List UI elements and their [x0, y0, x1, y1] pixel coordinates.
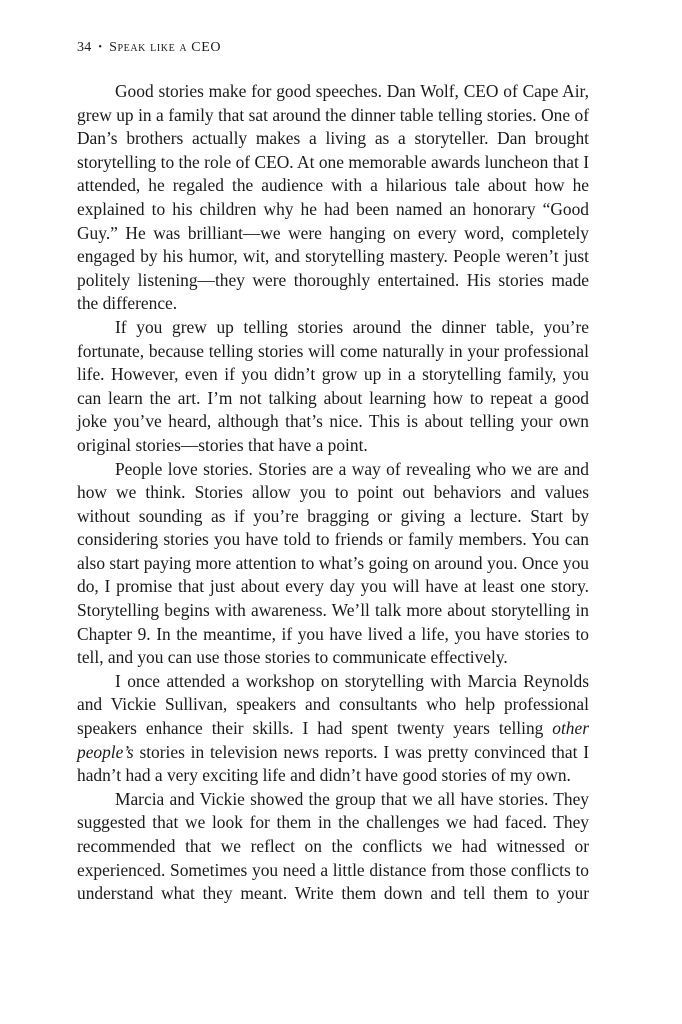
body-text: [77, 80, 589, 906]
italic-text: other people’s: [77, 718, 589, 762]
paragraph: [77, 788, 589, 906]
header-separator: •: [98, 42, 103, 53]
paragraph: [77, 80, 589, 316]
paragraph-text: stories in television news reports. I was pretty convinced that I hadn’t had a very exciting life and didn’t have good stories of my own.: [77, 741, 589, 786]
paragraph: [77, 458, 589, 670]
paragraph-text: Good stories make for good speeches. Dan Wolf, CEO of Cape Air, grew up in a family that sat around the dinner table telling stories. One of Dan’s brothers actually makes a living as a storyteller. Dan brought storytelling to the role of CEO. At one memorable awards luncheon that I attended, he regaled the audience with a hilarious tale about how he explained to his children why he had been named an honorary “Good Guy.” He was brilliant—we were hanging on every word, completely engaged by his humor, wit, and storytelling mastery. People weren’t just politely listening—they were thoroughly entertained. His stories made the difference.: [77, 81, 589, 314]
paragraph-text: If you grew up telling stories around the dinner table, you’re fortunate, because telling stories will come naturally in your professional life. However, even if you didn’t grow up in a storytelling family, you can learn the art. I’m not talking about learning how to repeat a good joke you’ve heard, although that’s nice. This is about telling your own original stories—stories that have a point.: [77, 316, 589, 455]
paragraph-text: Marcia and Vickie showed the group that we all have stories. They suggested that we look for them in the challenges we had faced. They recommended that we reflect on the conflicts we had witnessed or experienced. Sometimes you need a little distance from those conflicts to understand what they meant. Write them down and tell them to your: [77, 788, 589, 904]
running-title: Speak like a CEO: [109, 40, 222, 55]
running-header: [77, 40, 221, 56]
paragraph-text: I once attended a workshop on storytelling with Marcia Reynolds and Vickie Sullivan, speakers and consultants who help professional speakers enhance their skills. I had spent twenty years telling: [77, 670, 589, 739]
paragraph-text: People love stories. Stories are a way of revealing who we are and how we think. Stories allow you to point out behaviors and values without sounding as if you’re bragging or giving a lecture. Start by considering stories you have told to friends or family members. You can also start paying more attention to what’s going on around you. Once you do, I promise that just about every day you will have at least one story. Storytelling begins with awareness. We’ll talk more about storytelling in Chapter 9. In the meantime, if you have lived a life, you have stories to tell, and you can use those stories to communicate effectively.: [77, 458, 589, 668]
page-number: 34: [77, 40, 92, 55]
paragraph: [77, 316, 589, 458]
paragraph: [77, 670, 589, 788]
